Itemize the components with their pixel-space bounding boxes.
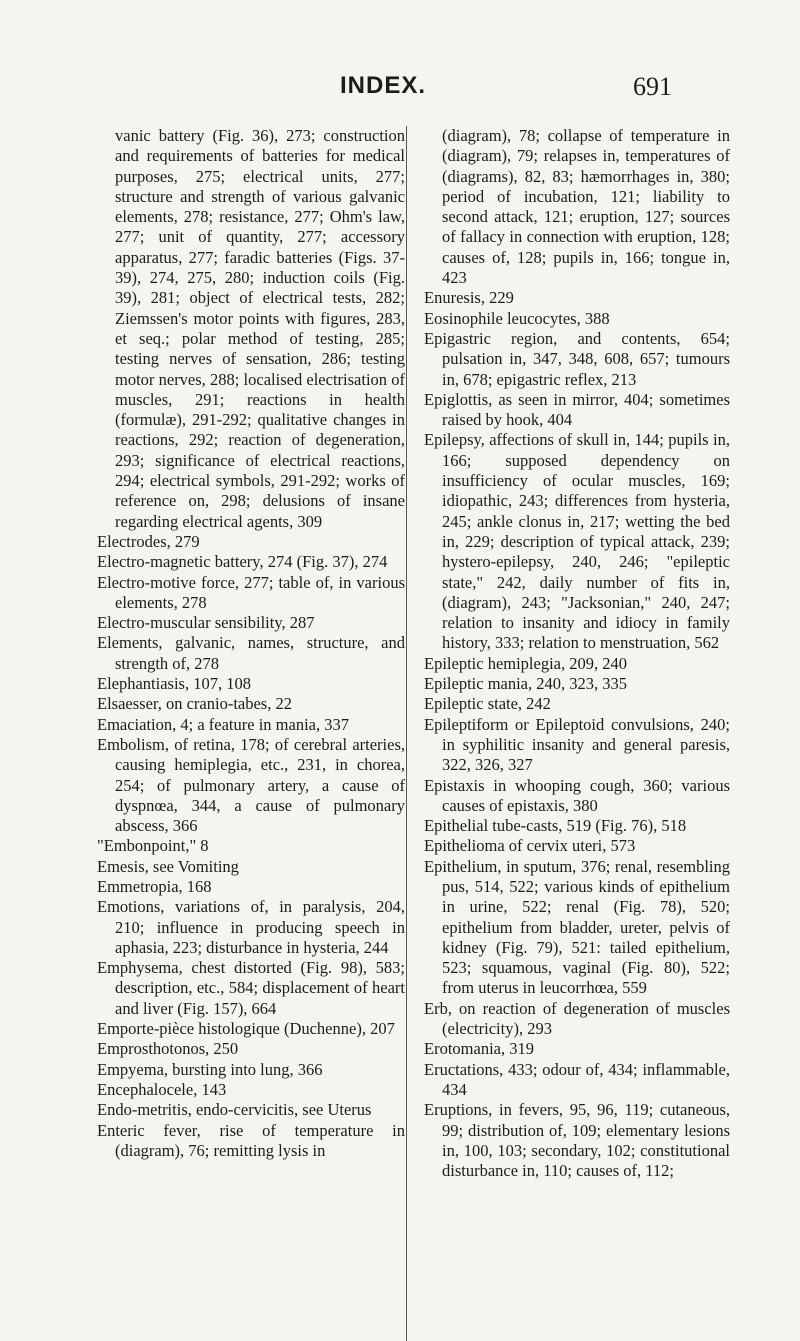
index-entry: Enteric fever, rise of temperature in (diagram), 76; remitting lysis in (97, 1120, 405, 1160)
index-entry: Eructations, 433; odour of, 434; inflammable, 434 (424, 1059, 730, 1099)
index-entry: Epiglottis, as seen in mirror, 404; sometimes raised by hook, 404 (424, 389, 730, 430)
index-entry: Enuresis, 229 (424, 288, 514, 308)
index-entry: Elements, galvanic, names, structure, and strength of, 278 (97, 633, 405, 673)
index-entry: Electro-magnetic battery, 274 (Fig. 37), 274 (97, 552, 388, 572)
index-entry-continued: vanic battery (Fig. 36), 273; construction and requirements of batteries for medical purposes, 275; electrical units, 277; structure and strength of various galvanic elements, 278; resistance, 277; Ohm's law, 277; unit of quantity, 277; accessory apparatus, 277; faradic batteries (Figs. 37-39), 274, 275, 280; induction coils (Fig. 39), 281; object of electrical tests, 282; Ziemssen's motor points with figures, 283, et seq.; polar method of testing, 285; testing nerves of sensation, 286; testing motor nerves, 288; localised electrisation of muscles, 291; reactions in health (formulæ), 291-292; qualitative changes in reactions, 292; reaction of degeneration, 293; significance of electrical reactions, 294; electrical symbols, 291-292; works of reference on, 298; delusions of insane regarding electrical agents, 309 (115, 126, 405, 531)
index-entry: Electro-motive force, 277; table of, in various elements, 278 (97, 572, 405, 612)
index-entry: Epithelial tube-casts, 519 (Fig. 76), 518 (424, 816, 687, 836)
index-entry: Epistaxis in whooping cough, 360; various causes of epistaxis, 380 (424, 775, 730, 815)
running-title: INDEX. (340, 72, 427, 99)
index-entry: Encephalocele, 143 (97, 1079, 227, 1099)
index-entry: Eosinophile leucocytes, 388 (424, 308, 610, 328)
index-entry: Emesis, see Vomiting (97, 856, 239, 876)
index-entry: Emaciation, 4; a feature in mania, 337 (97, 714, 349, 734)
index-entry: Elsaesser, on cranio-tabes, 22 (97, 694, 292, 714)
index-entry: Epithelioma of cervix uteri, 573 (424, 836, 636, 856)
index-entry: Emporte-pièce histologique (Duchenne), 207 (97, 1019, 395, 1039)
index-entry: Epileptic hemiplegia, 209, 240 (424, 653, 627, 673)
index-entry: Emmetropia, 168 (97, 876, 212, 896)
index-entry: Epithelium, in sputum, 376; renal, resembling pus, 514, 522; various kinds of epithelium in urine, 522; renal (Fig. 78), 520; epithelium from bladder, ureter, pelvis of kidney (Fig. 79), 521: tailed epithelium, 523; squamous, vaginal (Fig. 80), 522; from uterus in leucorrhœa, 559 (424, 856, 730, 998)
index-entry: Epigastric region, and contents, 654; pulsation in, 347, 348, 608, 657; tumours in, 678; epigastric reflex, 213 (424, 328, 730, 389)
page-number: 691 (633, 72, 672, 101)
index-entry: Epileptic mania, 240, 323, 335 (424, 674, 628, 694)
index-entry: Embolism, of retina, 178; of cerebral arteries, causing hemiplegia, etc., 231, in chorea, 254; of pulmonary artery, a cause of dyspnœa, 344, a cause of pulmonary abscess, 366 (97, 734, 405, 836)
index-entry: Epileptiform or Epileptoid convulsions, 240; in syphilitic insanity and general paresis, 322, 326, 327 (424, 714, 730, 775)
index-entry: Empyema, bursting into lung, 366 (97, 1059, 323, 1079)
index-entry: Erb, on reaction of degeneration of muscles (electricity), 293 (424, 998, 730, 1039)
index-column-left (97, 126, 405, 1161)
index-entry: "Embonpoint," 8 (97, 836, 209, 856)
index-entry: Electrodes, 279 (97, 531, 200, 551)
running-head (0, 72, 800, 112)
column-divider (406, 126, 407, 1341)
index-entry: Emphysema, chest distorted (Fig. 98), 583; description, etc., 584; displacement of heart and liver (Fig. 157), 664 (97, 958, 405, 1018)
index-column-right (424, 126, 730, 1181)
index-entry: Electro-muscular sensibility, 287 (97, 613, 315, 633)
index-entry-continued: (diagram), 78; collapse of temperature in (diagram), 79; relapses in, temperatures of (diagrams), 82, 83; hæmorrhages in, 380; period of incubation, 121; liability to second attack, 121; eruption, 127; sources of fallacy in connection with eruption, 128; causes of, 128; pupils in, 166; tongue in, 423 (442, 126, 730, 288)
index-entry: Elephantiasis, 107, 108 (97, 674, 251, 694)
index-entry: Eruptions, in fevers, 95, 96, 119; cutaneous, 99; distribution of, 109; elementary lesions in, 100, 103; secondary, 102; constitutional disturbance in, 110; causes of, 112; (424, 1100, 730, 1181)
index-entry: Erotomania, 319 (424, 1039, 534, 1059)
index-entry: Emotions, variations of, in paralysis, 204, 210; influence in producing speech in aphasia, 223; disturbance in hysteria, 244 (97, 897, 405, 957)
index-entry: Epileptic state, 242 (424, 694, 551, 714)
index-entry: Epilepsy, affections of skull in, 144; pupils in, 166; supposed dependency on insufficiency of ocular muscles, 169; idiopathic, 243; differences from hysteria, 245; ankle clonus in, 217; wetting the bed in, 229; description of typical attack, 239; hystero-epilepsy, 240, 246; "epileptic state," 242, daily number of fits in, (diagram), 243; "Jacksonian," 240, 247; relation to insanity and idiocy in family history, 333; relation to menstruation, 562 (424, 430, 730, 653)
index-entry: Endo-metritis, endo-cervicitis, see Uterus (97, 1100, 372, 1120)
index-entry: Emprosthotonos, 250 (97, 1039, 239, 1059)
